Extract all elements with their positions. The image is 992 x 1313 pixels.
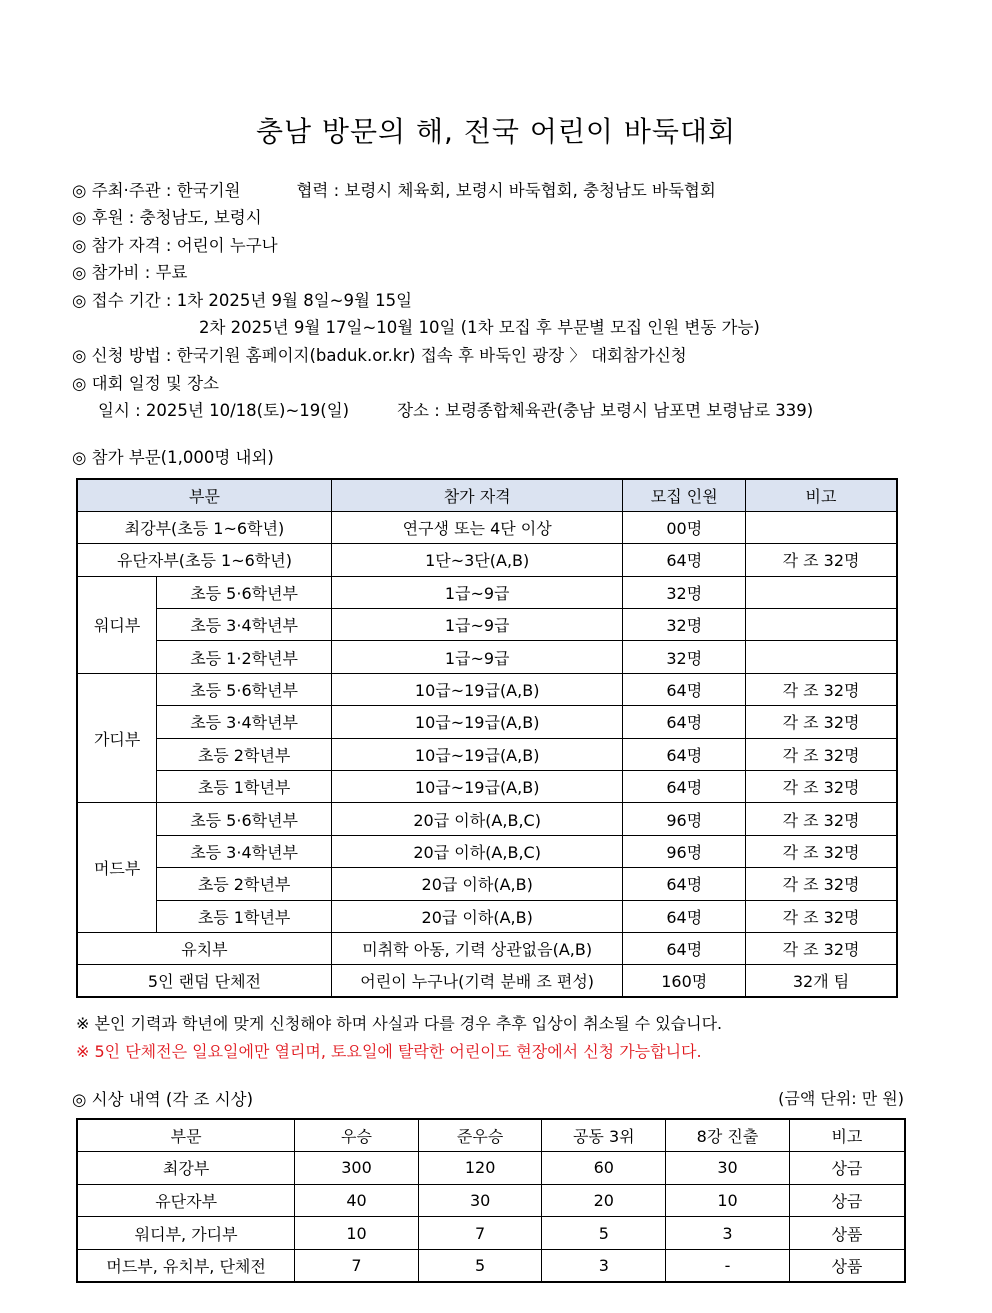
subdivision-cell: 초등 1학년부 <box>157 900 332 932</box>
count-cell: 64명 <box>623 868 746 900</box>
schedule-line <box>98 397 813 421</box>
note-cell: 상품 <box>789 1217 905 1250</box>
division-cell: 최강부 <box>77 1152 295 1185</box>
prize-cell: 60 <box>542 1152 666 1185</box>
count-cell: 00명 <box>623 511 746 543</box>
schedule-heading: ◎ 대회 일정 및 장소 <box>72 374 219 393</box>
note-cell: 각 조 32명 <box>746 738 897 770</box>
qualification-cell: 10급~19급(A,B) <box>331 706 623 738</box>
division-cell: 유단자부(초등 1~6학년) <box>77 544 331 576</box>
header-note: 비고 <box>789 1119 905 1152</box>
table-row <box>77 1249 905 1282</box>
table-header-row <box>77 479 897 511</box>
header-division: 부문 <box>77 1119 295 1152</box>
table-row <box>77 609 897 641</box>
subdivision-cell: 초등 3·4학년부 <box>157 835 332 867</box>
header-qualification: 참가 자격 <box>331 479 623 511</box>
count-cell: 32명 <box>623 641 746 673</box>
note-cell: 상금 <box>789 1152 905 1185</box>
sponsor-line: ◎ 후원 : 충청남도, 보령시 <box>72 208 262 227</box>
subdivision-cell: 초등 5·6학년부 <box>157 576 332 608</box>
header-third: 공동 3위 <box>542 1119 666 1152</box>
table-row <box>77 544 897 576</box>
page-title: 충남 방문의 해, 전국 어린이 바둑대회 <box>255 115 737 148</box>
prize-cell: 7 <box>418 1217 542 1250</box>
note-cell: 각 조 32명 <box>746 803 897 835</box>
prize-cell: 3 <box>542 1249 666 1282</box>
table-row <box>77 673 897 705</box>
header-quarterfinal: 8강 진출 <box>666 1119 790 1152</box>
qualification-cell: 연구생 또는 4단 이상 <box>331 511 623 543</box>
subdivision-cell: 초등 3·4학년부 <box>157 609 332 641</box>
note-cell: 각 조 32명 <box>746 900 897 932</box>
table-row <box>77 511 897 543</box>
qualification-cell: 1급~9급 <box>331 576 623 608</box>
qualification-cell: 1급~9급 <box>331 609 623 641</box>
division-cell: 워디부, 가디부 <box>77 1217 295 1250</box>
table-row <box>77 965 897 997</box>
subdivision-cell: 초등 5·6학년부 <box>157 673 332 705</box>
division-cell: 머드부, 유치부, 단체전 <box>77 1249 295 1282</box>
note-cell <box>746 641 897 673</box>
prize-cell: 20 <box>542 1184 666 1217</box>
prizes-heading: ◎ 시상 내역 (각 조 시상) <box>72 1090 254 1109</box>
prize-cell: 10 <box>295 1217 419 1250</box>
table-row <box>77 1152 905 1185</box>
host-text: ◎ 주최·주관 : 한국기원 <box>72 181 241 200</box>
qualification-cell: 10급~19급(A,B) <box>331 738 623 770</box>
group-cell: 머드부 <box>77 803 157 933</box>
subdivision-cell: 초등 2학년부 <box>157 868 332 900</box>
note-cell <box>746 576 897 608</box>
prizes-table <box>76 1118 906 1283</box>
table-row <box>77 576 897 608</box>
prize-cell: - <box>666 1249 790 1282</box>
division-cell: 유치부 <box>77 932 331 964</box>
prize-cell: 30 <box>418 1184 542 1217</box>
count-cell: 64명 <box>623 900 746 932</box>
subdivision-cell: 초등 3·4학년부 <box>157 706 332 738</box>
prize-cell: 40 <box>295 1184 419 1217</box>
schedule-date: 일시 : 2025년 10/18(토)~19(일) <box>98 401 350 420</box>
qualification-cell: 20급 이하(A,B,C) <box>331 803 623 835</box>
count-cell: 64명 <box>623 932 746 964</box>
header-note: 비고 <box>746 479 897 511</box>
table-row <box>77 932 897 964</box>
qualification-cell: 1급~9급 <box>331 641 623 673</box>
note-cell: 각 조 32명 <box>746 544 897 576</box>
divisions-heading: ◎ 참가 부문(1,000명 내외) <box>72 448 274 467</box>
count-cell: 64명 <box>623 544 746 576</box>
prize-cell: 5 <box>418 1249 542 1282</box>
division-cell: 5인 랜덤 단체전 <box>77 965 331 997</box>
prize-cell: 120 <box>418 1152 542 1185</box>
prize-cell: 5 <box>542 1217 666 1250</box>
prize-cell: 7 <box>295 1249 419 1282</box>
note-line-1: ※ 본인 기력과 학년에 맞게 신청해야 하며 사실과 다를 경우 추후 입상이 취소될 수 있습니다. <box>76 1014 723 1033</box>
note-line-2: ※ 5인 단체전은 일요일에만 열리며, 토요일에 탈락한 어린이도 현장에서 신청 가능합니다. <box>76 1042 702 1061</box>
note-cell: 32개 팀 <box>746 965 897 997</box>
partner-text: 협력 : 보령시 체육회, 보령시 바둑협회, 충청남도 바둑협회 <box>296 181 716 200</box>
header-runner-up: 준우승 <box>418 1119 542 1152</box>
table-row <box>77 771 897 803</box>
note-cell <box>746 511 897 543</box>
table-row <box>77 706 897 738</box>
note-cell: 상품 <box>789 1249 905 1282</box>
eligibility-line: ◎ 참가 자격 : 어린이 누구나 <box>72 236 278 255</box>
schedule-place: 장소 : 보령종합체육관(충남 보령시 남포면 보령남로 339) <box>397 401 814 420</box>
note-cell: 각 조 32명 <box>746 706 897 738</box>
prize-cell: 300 <box>295 1152 419 1185</box>
group-cell: 워디부 <box>77 576 157 673</box>
prize-cell: 30 <box>666 1152 790 1185</box>
count-cell: 160명 <box>623 965 746 997</box>
qualification-cell: 어린이 누구나(기력 분배 조 편성) <box>331 965 623 997</box>
note-cell <box>746 609 897 641</box>
subdivision-cell: 초등 1학년부 <box>157 771 332 803</box>
table-header-row <box>77 1119 905 1152</box>
header-winner: 우승 <box>295 1119 419 1152</box>
division-cell: 최강부(초등 1~6학년) <box>77 511 331 543</box>
header-count: 모집 인원 <box>623 479 746 511</box>
table-row <box>77 900 897 932</box>
qualification-cell: 1단~3단(A,B) <box>331 544 623 576</box>
qualification-cell: 미취학 아동, 기력 상관없음(A,B) <box>331 932 623 964</box>
divisions-table <box>76 478 898 998</box>
group-cell: 가디부 <box>77 673 157 803</box>
table-row <box>77 835 897 867</box>
note-cell: 상금 <box>789 1184 905 1217</box>
count-cell: 32명 <box>623 609 746 641</box>
note-cell: 각 조 32명 <box>746 932 897 964</box>
count-cell: 96명 <box>623 835 746 867</box>
table-row <box>77 738 897 770</box>
subdivision-cell: 초등 5·6학년부 <box>157 803 332 835</box>
count-cell: 64명 <box>623 706 746 738</box>
prize-cell: 10 <box>666 1184 790 1217</box>
qualification-cell: 10급~19급(A,B) <box>331 771 623 803</box>
note-cell: 각 조 32명 <box>746 673 897 705</box>
unit-label: (금액 단위: 만 원) <box>778 1089 904 1108</box>
count-cell: 64명 <box>623 771 746 803</box>
period1-line: ◎ 접수 기간 : 1차 2025년 9월 8일~9월 15일 <box>72 291 413 310</box>
table-row <box>77 1217 905 1250</box>
count-cell: 64명 <box>623 673 746 705</box>
note-cell: 각 조 32명 <box>746 771 897 803</box>
fee-line: ◎ 참가비 : 무료 <box>72 263 188 282</box>
period2-line: 2차 2025년 9월 17일~10월 10일 (1차 모집 후 부문별 모집 인원 변동 가능) <box>199 318 760 337</box>
table-row <box>77 641 897 673</box>
table-row <box>77 803 897 835</box>
header-division: 부문 <box>77 479 331 511</box>
qualification-cell: 20급 이하(A,B) <box>331 900 623 932</box>
division-cell: 유단자부 <box>77 1184 295 1217</box>
note-cell: 각 조 32명 <box>746 835 897 867</box>
subdivision-cell: 초등 1·2학년부 <box>157 641 332 673</box>
count-cell: 64명 <box>623 738 746 770</box>
table-row <box>77 1184 905 1217</box>
prize-cell: 3 <box>666 1217 790 1250</box>
qualification-cell: 20급 이하(A,B) <box>331 868 623 900</box>
table-row <box>77 868 897 900</box>
count-cell: 32명 <box>623 576 746 608</box>
count-cell: 96명 <box>623 803 746 835</box>
qualification-cell: 10급~19급(A,B) <box>331 673 623 705</box>
qualification-cell: 20급 이하(A,B,C) <box>331 835 623 867</box>
host-line <box>72 177 716 201</box>
subdivision-cell: 초등 2학년부 <box>157 738 332 770</box>
note-cell: 각 조 32명 <box>746 868 897 900</box>
method-line: ◎ 신청 방법 : 한국기원 홈페이지(baduk.or.kr) 접속 후 바둑인 광장 〉 대회참가신청 <box>72 346 687 365</box>
